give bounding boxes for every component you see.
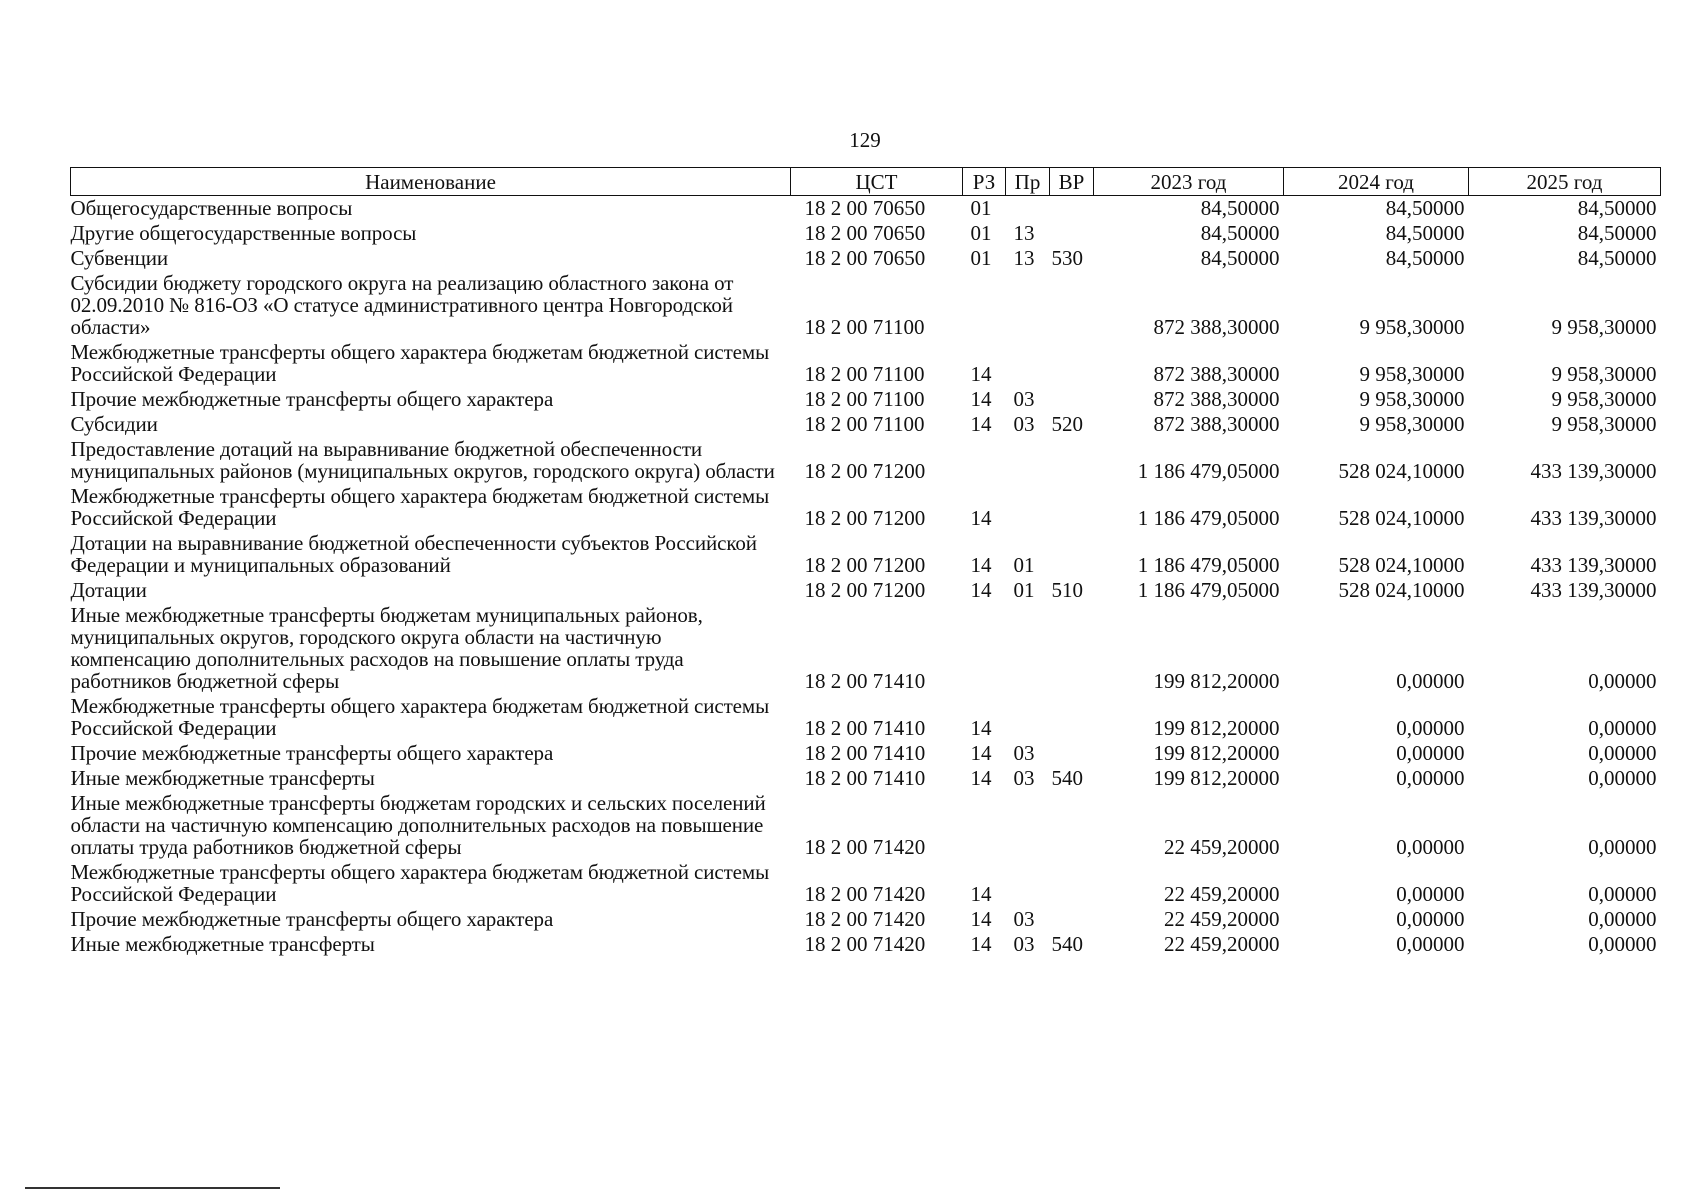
row-pr bbox=[1006, 271, 1050, 340]
row-name: Иные межбюджетные трансферты бюджетам городских и сельских поселений области на частичную компенсацию дополнительных расходов на повышение оплаты труда работников бюджетной сферы bbox=[70, 791, 766, 859]
row-name: Иные межбюджетные трансферты бюджетам муниципальных районов, муниципальных округов, городского округа области на частичную компенсацию дополнительных расходов на повышение оплаты труда работников бюджетной сферы bbox=[70, 603, 703, 693]
table-row bbox=[71, 791, 1661, 860]
footer-rule bbox=[25, 1187, 280, 1189]
table-row bbox=[71, 412, 1661, 437]
row-vr: 530 bbox=[1051, 246, 1083, 270]
header-pr: Пр bbox=[1006, 168, 1050, 196]
row-vr bbox=[1050, 907, 1094, 932]
row-amount-2023: 1 186 479,05000 bbox=[1137, 459, 1280, 483]
row-pr: 03 bbox=[1013, 741, 1035, 765]
row-rz bbox=[963, 603, 1006, 694]
row-amount-2024: 528 024,10000 bbox=[1338, 459, 1465, 483]
row-amount-2024: 84,50000 bbox=[1385, 246, 1465, 270]
row-amount-2025: 0,00000 bbox=[1588, 741, 1657, 765]
row-amount-2025: 9 958,30000 bbox=[1551, 412, 1657, 436]
row-name: Межбюджетные трансферты общего характера бюджетам бюджетной системы Российской Федерации bbox=[70, 484, 770, 530]
header-year-2025: 2025 год bbox=[1469, 168, 1661, 196]
table-row bbox=[71, 860, 1661, 907]
row-amount-2023: 1 186 479,05000 bbox=[1137, 578, 1280, 602]
row-pr bbox=[1006, 860, 1050, 907]
row-amount-2023: 199 812,20000 bbox=[1153, 741, 1280, 765]
row-name: Другие общегосударственные вопросы bbox=[70, 221, 417, 245]
row-vr bbox=[1050, 603, 1094, 694]
table-row bbox=[71, 741, 1661, 766]
row-amount-2025: 433 139,30000 bbox=[1530, 578, 1657, 602]
row-amount-2023: 872 388,30000 bbox=[1153, 315, 1280, 339]
row-cst: 18 2 00 71420 bbox=[804, 882, 926, 906]
row-amount-2024: 0,00000 bbox=[1396, 669, 1465, 693]
row-pr: 13 bbox=[1013, 221, 1035, 245]
row-pr bbox=[1006, 791, 1050, 860]
row-rz: 14 bbox=[970, 907, 992, 931]
row-cst: 18 2 00 71420 bbox=[804, 932, 926, 956]
row-amount-2023: 22 459,20000 bbox=[1164, 907, 1280, 931]
row-amount-2023: 872 388,30000 bbox=[1153, 387, 1280, 411]
row-cst: 18 2 00 71200 bbox=[804, 578, 926, 602]
row-name: Дотации на выравнивание бюджетной обеспеченности субъектов Российской Федерации и муниципальных образований bbox=[70, 531, 757, 577]
row-vr bbox=[1050, 196, 1094, 222]
table-row bbox=[71, 271, 1661, 340]
row-name: Прочие межбюджетные трансферты общего характера bbox=[70, 741, 554, 765]
row-amount-2023: 872 388,30000 bbox=[1153, 412, 1280, 436]
row-cst: 18 2 00 71100 bbox=[804, 387, 925, 411]
table-row bbox=[71, 196, 1661, 222]
row-rz: 01 bbox=[970, 221, 992, 245]
row-name: Дотации bbox=[70, 578, 147, 602]
row-amount-2024: 9 958,30000 bbox=[1359, 412, 1465, 436]
row-amount-2025: 9 958,30000 bbox=[1551, 315, 1657, 339]
row-name: Субсидии bbox=[70, 412, 158, 436]
row-pr: 01 bbox=[1013, 578, 1035, 602]
row-vr bbox=[1050, 860, 1094, 907]
row-vr bbox=[1050, 221, 1094, 246]
row-rz: 14 bbox=[970, 506, 992, 530]
row-amount-2024: 0,00000 bbox=[1396, 932, 1465, 956]
row-amount-2025: 0,00000 bbox=[1588, 716, 1657, 740]
page-number: 129 bbox=[849, 128, 881, 152]
table-row bbox=[71, 531, 1661, 578]
row-cst: 18 2 00 71100 bbox=[804, 412, 925, 436]
row-amount-2023: 199 812,20000 bbox=[1153, 716, 1280, 740]
table-row bbox=[71, 932, 1661, 957]
table-row bbox=[71, 578, 1661, 603]
header-name: Наименование bbox=[71, 168, 791, 196]
row-pr bbox=[1006, 694, 1050, 741]
row-amount-2024: 9 958,30000 bbox=[1359, 362, 1465, 386]
table-row bbox=[71, 603, 1661, 694]
row-name: Межбюджетные трансферты общего характера бюджетам бюджетной системы Российской Федерации bbox=[70, 340, 770, 386]
row-amount-2024: 0,00000 bbox=[1396, 882, 1465, 906]
row-rz: 14 bbox=[970, 882, 992, 906]
row-rz: 14 bbox=[970, 716, 992, 740]
row-amount-2025: 0,00000 bbox=[1588, 907, 1657, 931]
row-vr bbox=[1050, 791, 1094, 860]
row-name: Прочие межбюджетные трансферты общего характера bbox=[70, 907, 554, 931]
row-name: Предоставление дотаций на выравнивание бюджетной обеспеченности муниципальных районов (муниципальных округов, городского округа) области bbox=[70, 437, 775, 483]
row-cst: 18 2 00 71420 bbox=[804, 835, 926, 859]
row-vr bbox=[1050, 437, 1094, 484]
row-vr bbox=[1050, 387, 1094, 412]
row-amount-2025: 9 958,30000 bbox=[1551, 362, 1657, 386]
row-amount-2025: 9 958,30000 bbox=[1551, 387, 1657, 411]
row-amount-2024: 0,00000 bbox=[1396, 716, 1465, 740]
table-row bbox=[71, 340, 1661, 387]
row-pr bbox=[1006, 603, 1050, 694]
row-name: Межбюджетные трансферты общего характера бюджетам бюджетной системы Российской Федерации bbox=[70, 860, 770, 906]
row-cst: 18 2 00 71420 bbox=[804, 907, 926, 931]
row-name: Общегосударственные вопросы bbox=[70, 196, 353, 220]
row-pr: 01 bbox=[1013, 553, 1035, 577]
row-amount-2025: 0,00000 bbox=[1588, 669, 1657, 693]
row-vr bbox=[1050, 741, 1094, 766]
row-pr: 03 bbox=[1013, 387, 1035, 411]
row-amount-2023: 199 812,20000 bbox=[1153, 669, 1280, 693]
row-cst: 18 2 00 71200 bbox=[804, 459, 926, 483]
row-rz: 14 bbox=[970, 578, 992, 602]
budget-table bbox=[70, 167, 1661, 957]
table-row bbox=[71, 766, 1661, 791]
row-pr: 13 bbox=[1013, 246, 1035, 270]
row-amount-2024: 9 958,30000 bbox=[1359, 387, 1465, 411]
row-pr bbox=[1006, 340, 1050, 387]
row-vr: 520 bbox=[1051, 412, 1083, 436]
table-row bbox=[71, 694, 1661, 741]
row-amount-2023: 872 388,30000 bbox=[1153, 362, 1280, 386]
row-name: Субсидии бюджету городского округа на реализацию областного закона от 02.09.2010 № 816-ОЗ «О статусе административного центра Новгородской области» bbox=[70, 271, 734, 339]
row-rz bbox=[963, 437, 1006, 484]
table-row bbox=[71, 246, 1661, 271]
row-amount-2025: 0,00000 bbox=[1588, 932, 1657, 956]
row-cst: 18 2 00 70650 bbox=[804, 221, 926, 245]
row-name: Межбюджетные трансферты общего характера бюджетам бюджетной системы Российской Федерации bbox=[70, 694, 770, 740]
row-amount-2023: 199 812,20000 bbox=[1153, 766, 1280, 790]
row-amount-2023: 1 186 479,05000 bbox=[1137, 553, 1280, 577]
row-rz: 01 bbox=[970, 246, 992, 270]
row-rz: 01 bbox=[970, 196, 992, 220]
header-year-2023: 2023 год bbox=[1094, 168, 1284, 196]
row-rz: 14 bbox=[970, 741, 992, 765]
row-amount-2025: 433 139,30000 bbox=[1530, 553, 1657, 577]
row-pr bbox=[1006, 437, 1050, 484]
row-amount-2023: 84,50000 bbox=[1200, 246, 1280, 270]
row-amount-2023: 84,50000 bbox=[1200, 196, 1280, 220]
row-name: Прочие межбюджетные трансферты общего характера bbox=[70, 387, 554, 411]
row-rz: 14 bbox=[970, 387, 992, 411]
row-rz: 14 bbox=[970, 932, 992, 956]
row-vr: 540 bbox=[1051, 766, 1083, 790]
header-row bbox=[71, 168, 1661, 196]
row-vr bbox=[1050, 340, 1094, 387]
row-cst: 18 2 00 71410 bbox=[804, 766, 926, 790]
row-amount-2023: 22 459,20000 bbox=[1164, 932, 1280, 956]
row-amount-2024: 0,00000 bbox=[1396, 835, 1465, 859]
row-cst: 18 2 00 71410 bbox=[804, 669, 926, 693]
row-pr bbox=[1006, 196, 1050, 222]
row-pr: 03 bbox=[1013, 907, 1035, 931]
row-amount-2024: 0,00000 bbox=[1396, 907, 1465, 931]
row-name: Иные межбюджетные трансферты bbox=[70, 932, 375, 956]
row-cst: 18 2 00 71410 bbox=[804, 716, 926, 740]
row-name: Иные межбюджетные трансферты bbox=[70, 766, 375, 790]
row-cst: 18 2 00 71410 bbox=[804, 741, 926, 765]
row-amount-2023: 22 459,20000 bbox=[1164, 882, 1280, 906]
row-amount-2025: 84,50000 bbox=[1577, 196, 1657, 220]
row-amount-2023: 1 186 479,05000 bbox=[1137, 506, 1280, 530]
row-cst: 18 2 00 70650 bbox=[804, 246, 926, 270]
row-vr: 510 bbox=[1051, 578, 1083, 602]
row-amount-2025: 0,00000 bbox=[1588, 835, 1657, 859]
row-vr bbox=[1050, 694, 1094, 741]
row-cst: 18 2 00 71200 bbox=[804, 553, 926, 577]
row-rz bbox=[963, 271, 1006, 340]
table-header bbox=[71, 168, 1661, 196]
row-amount-2025: 84,50000 bbox=[1577, 221, 1657, 245]
row-amount-2025: 0,00000 bbox=[1588, 882, 1657, 906]
table-row bbox=[71, 221, 1661, 246]
row-rz bbox=[963, 791, 1006, 860]
table-row bbox=[71, 484, 1661, 531]
row-cst: 18 2 00 70650 bbox=[804, 196, 926, 220]
row-rz: 14 bbox=[970, 412, 992, 436]
row-pr: 03 bbox=[1013, 412, 1035, 436]
row-cst: 18 2 00 71100 bbox=[804, 315, 925, 339]
table-row bbox=[71, 387, 1661, 412]
row-amount-2025: 0,00000 bbox=[1588, 766, 1657, 790]
row-amount-2023: 22 459,20000 bbox=[1164, 835, 1280, 859]
row-amount-2024: 528 024,10000 bbox=[1338, 578, 1465, 602]
header-year-2024: 2024 год bbox=[1284, 168, 1469, 196]
row-amount-2024: 528 024,10000 bbox=[1338, 553, 1465, 577]
row-pr bbox=[1006, 484, 1050, 531]
row-amount-2025: 433 139,30000 bbox=[1530, 506, 1657, 530]
row-amount-2023: 84,50000 bbox=[1200, 221, 1280, 245]
row-vr: 540 bbox=[1051, 932, 1083, 956]
row-amount-2024: 0,00000 bbox=[1396, 766, 1465, 790]
row-vr bbox=[1050, 484, 1094, 531]
header-vr: ВР bbox=[1050, 168, 1094, 196]
row-amount-2024: 0,00000 bbox=[1396, 741, 1465, 765]
row-pr: 03 bbox=[1013, 766, 1035, 790]
row-amount-2024: 84,50000 bbox=[1385, 196, 1465, 220]
row-pr: 03 bbox=[1013, 932, 1035, 956]
table-row bbox=[71, 907, 1661, 932]
row-amount-2025: 84,50000 bbox=[1577, 246, 1657, 270]
row-amount-2024: 84,50000 bbox=[1385, 221, 1465, 245]
header-cst: ЦСТ bbox=[791, 168, 963, 196]
row-name: Субвенции bbox=[70, 246, 169, 270]
row-amount-2025: 433 139,30000 bbox=[1530, 459, 1657, 483]
row-cst: 18 2 00 71100 bbox=[804, 362, 925, 386]
row-cst: 18 2 00 71200 bbox=[804, 506, 926, 530]
row-amount-2024: 9 958,30000 bbox=[1359, 315, 1465, 339]
row-amount-2024: 528 024,10000 bbox=[1338, 506, 1465, 530]
row-rz: 14 bbox=[970, 362, 992, 386]
row-vr bbox=[1050, 531, 1094, 578]
table-body bbox=[71, 196, 1661, 958]
header-rz: РЗ bbox=[963, 168, 1006, 196]
table-row bbox=[71, 437, 1661, 484]
row-rz: 14 bbox=[970, 553, 992, 577]
row-rz: 14 bbox=[970, 766, 992, 790]
row-vr bbox=[1050, 271, 1094, 340]
